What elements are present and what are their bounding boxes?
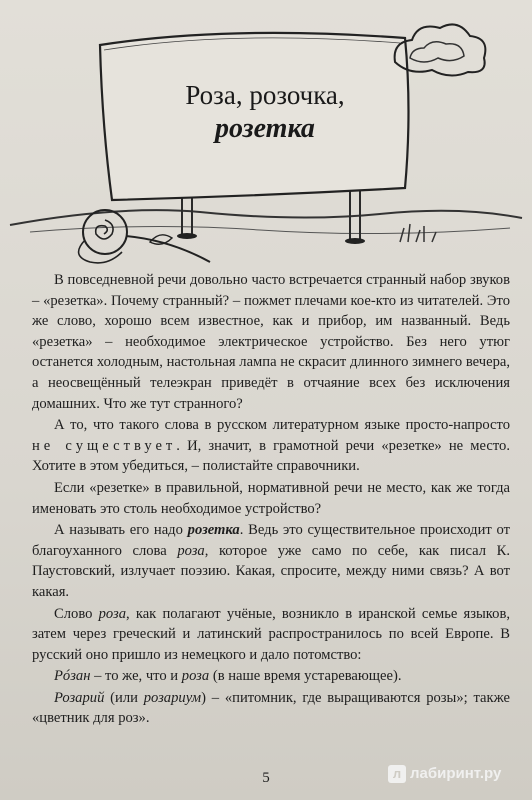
chapter-title	[150, 78, 380, 146]
paragraph-1: В повседневной речи довольно часто встречается странный набор звуков – «резетка». Почему странный? – пожмет плечами кое-кто из читателей. Это же слово, хорошо всем известное, как и прибор, им названный. Ведь «резетка» – необходимое электрическое устройство. Без него утюг останется холодным, настольная лампа не скрасит длинного зимнего вечера, а неосвещённый телеэкран приведёт в отчаяние всех без исключения домашних. Что же тут странного?	[32, 272, 510, 412]
term-roza: роза	[181, 668, 210, 685]
paragraph-4-part: , которое уже само по себе, как писал К. Паустовский, излучает поэзию. Какая, спросите, между ними связь? А вот какая.	[32, 542, 510, 600]
paragraph-5	[32, 604, 510, 666]
chapter-title-line1: Роза, розочка,	[185, 80, 345, 110]
term-rozarium: розариум	[143, 689, 202, 706]
paragraph-4	[32, 520, 510, 602]
term-roza: роза	[177, 542, 205, 559]
term-rozan: Рóзан	[54, 668, 91, 685]
paragraph-2	[32, 415, 510, 477]
chapter-header-illustration	[0, 0, 532, 270]
paragraph-3: Если «резетке» в правильной, нормативной речи не место, как же тогда именовать это столь необходимое устройство?	[32, 479, 510, 517]
page-number: 5	[262, 770, 270, 786]
labirint-logo-icon: л	[388, 765, 406, 783]
paragraph-2-part: А то, что такого слова в русском литературном языке просто-напросто	[54, 417, 510, 434]
paragraph-2-part: . И, значит, в грамотной речи «резетке» не место. Хотите в этом убедиться, – полистайте справочники.	[32, 437, 510, 475]
spaced-emphasis: не существует	[32, 437, 177, 454]
chapter-title-line2: розетка	[215, 113, 315, 144]
paragraph-4-part: . Ведь это существительное происходит от благоуханного слова	[32, 522, 510, 559]
paragraph-6	[32, 666, 510, 687]
body-text	[32, 270, 510, 729]
paragraph-5-part: , как полагают учёные, возникло в иранской семье языков, затем через греческий и латинский распространилось по всей Европе. В русский оно пришло из немецкого и дало потомство:	[32, 605, 510, 663]
paragraph-4-part: А называть его надо	[54, 522, 188, 539]
paragraph-7-part: (или	[104, 689, 144, 706]
watermark	[388, 765, 528, 791]
paragraph-6-part: – то же, что и	[90, 668, 182, 685]
term-rozetka: розетка	[187, 522, 240, 539]
paragraph-7-part: ) – «питомник, где выращиваются розы»; также «цветник для роз».	[32, 689, 510, 727]
paragraph-5-part: Слово	[54, 605, 99, 622]
term-roza: роза	[98, 605, 126, 622]
term-rozariy: Розарий	[54, 689, 105, 706]
watermark-text: лабиринт.ру	[410, 765, 502, 782]
paragraph-7	[32, 688, 510, 729]
paragraph-6-part: (в наше время устаревающее).	[209, 668, 402, 685]
